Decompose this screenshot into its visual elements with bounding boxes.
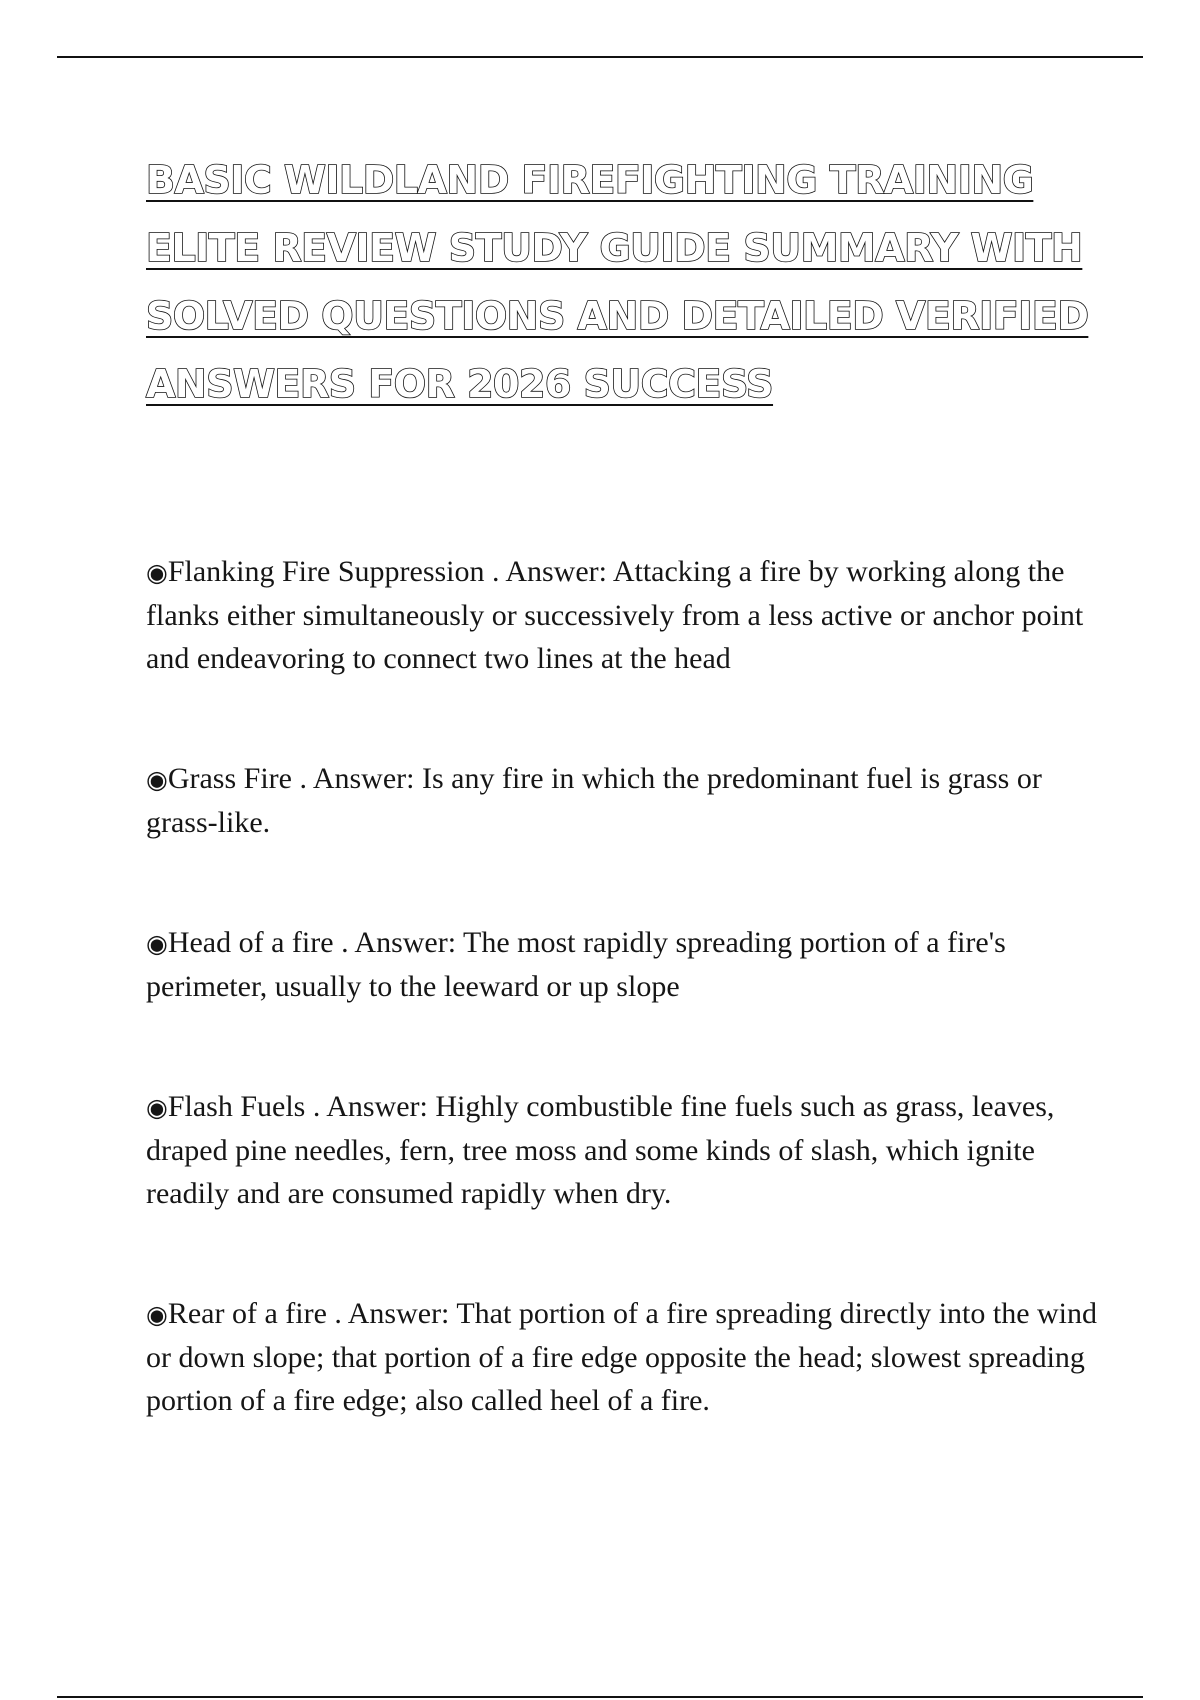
qa-separator: . Answer: <box>333 926 464 959</box>
radio-bullet-icon: ◉ <box>146 558 168 587</box>
top-divider <box>57 56 1143 58</box>
qa-separator: . Answer: <box>484 555 613 588</box>
bottom-divider <box>57 1696 1143 1698</box>
qa-term: Head of a fire <box>167 926 334 959</box>
qa-item <box>146 1292 1106 1422</box>
qa-answer: Attacking a fire by working along the flanks either simultaneously or successively from a less active or anchor point and endeavoring to connect two lines at the head <box>146 555 1084 675</box>
radio-bullet-icon: ◉ <box>146 765 168 794</box>
qa-term: Flash Fuels <box>167 1090 306 1123</box>
qa-term: Flanking Fire Suppression <box>167 555 485 588</box>
qa-term: Rear of a fire <box>167 1297 327 1330</box>
qa-item <box>146 1085 1106 1215</box>
qa-answer: Is any fire in which the predominant fuel is grass or grass-like. <box>146 762 1042 839</box>
radio-bullet-icon: ◉ <box>146 1093 168 1122</box>
qa-separator: . Answer: <box>326 1297 457 1330</box>
qa-term: Grass Fire <box>167 762 292 795</box>
qa-list <box>146 550 1106 1422</box>
radio-bullet-icon: ◉ <box>146 929 168 958</box>
qa-answer: That portion of a fire spreading directly into the wind or down slope; that portion of a fire edge opposite the head; slowest spreading portion of a fire edge; also called heel of a fire. <box>146 1297 1098 1417</box>
qa-answer: Highly combustible fine fuels such as grass, leaves, draped pine needles, fern, tree moss and some kinds of slash, which ignite readily and are consumed rapidly when dry. <box>146 1090 1055 1210</box>
qa-item <box>146 921 1106 1008</box>
qa-separator: . Answer: <box>305 1090 436 1123</box>
qa-item <box>146 550 1106 680</box>
qa-answer: The most rapidly spreading portion of a fire's perimeter, usually to the leeward or up slope <box>146 926 1006 1003</box>
qa-separator: . Answer: <box>291 762 422 795</box>
document-title: BASIC WILDLAND FIREFIGHTING TRAINING ELITE REVIEW STUDY GUIDE SUMMARY WITH SOLVED QUESTIONS AND DETAILED VERIFIED ANSWERS FOR 2026 SUCCESS <box>146 158 1089 406</box>
radio-bullet-icon: ◉ <box>146 1300 168 1329</box>
qa-item <box>146 757 1106 844</box>
